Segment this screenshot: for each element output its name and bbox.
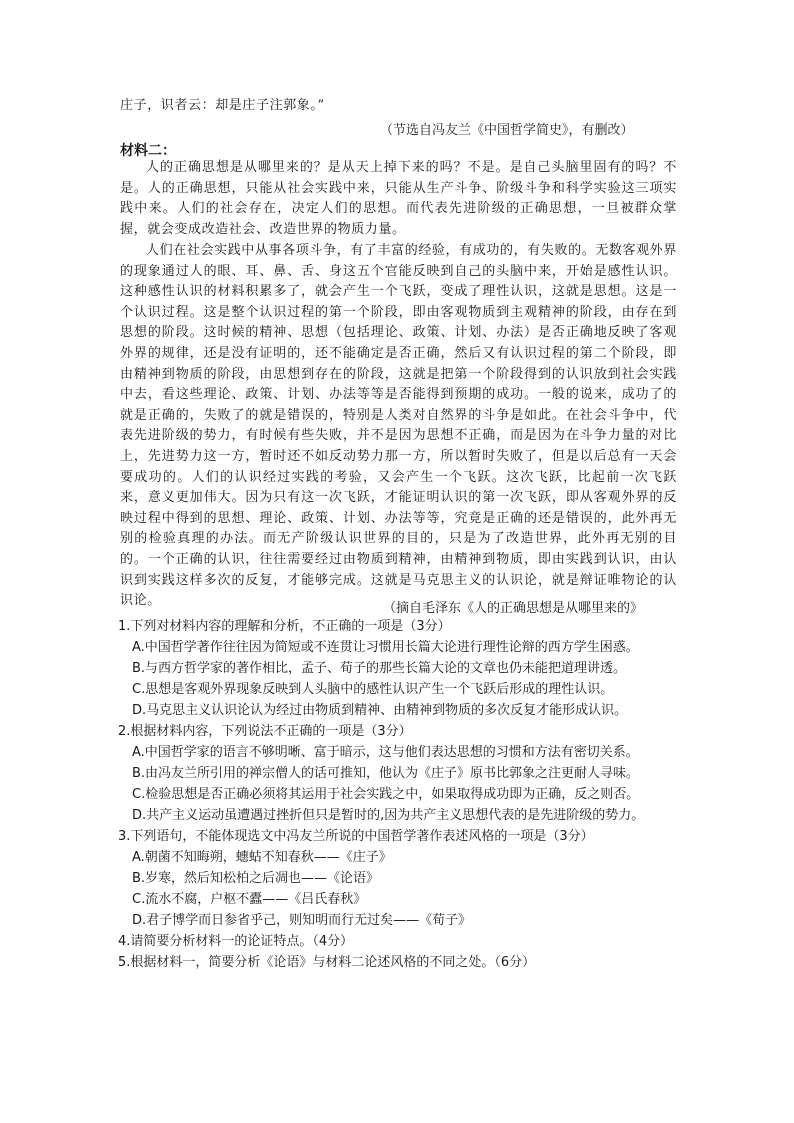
question-3-option-c: C.流水不腐，户枢不蠹——《吕氏春秋》 bbox=[132, 892, 367, 907]
question-2-option-c: C.检验思想是否正确必须将其运用于社会实践之中，如果取得成功即为正确，反之则否。 bbox=[132, 787, 640, 802]
question-3-option-a: A.朝菌不知晦朔，蟪蛄不知春秋——《庄子》 bbox=[132, 850, 392, 865]
material2-heading: 材料二： bbox=[120, 143, 176, 159]
question-1-option-a: A.中国哲学著作往往因为简短或不连贯让习惯用长篇大论进行理性论辩的西方学生困惑。 bbox=[132, 640, 639, 655]
question-3-option-b: B.岁寒，然后知松柏之后凋也——《论语》 bbox=[132, 871, 380, 886]
question-3-option-d: D.君子博学而日参省乎己，则知明而行无过矣——《荀子》 bbox=[132, 913, 472, 928]
question-3-stem: 3.下列语句，不能体现选文中冯友兰所说的中国哲学著作表述风格的一项是（3分） bbox=[118, 829, 594, 844]
material2-source: （摘自毛泽东《人的正确思想是从哪里来的》 bbox=[383, 601, 644, 616]
material2-paragraph-1: 人的正确思想是从哪里来的？是从天上掉下来的吗？不是。是自己头脑里固有的吗？不是。人的正确思想，只能从社会实践中来，只能从生产斗争、阶级斗争和科学实验这三项实践中来。人们的社会存在，决定人们的思想。而代表先进阶级的正确思想，一旦被群众掌握，就会变成改造社会、改造世界的物质力量。 bbox=[120, 160, 677, 237]
question-5-stem: 5.根据材料一，简要分析《论语》与材料二论述风格的不同之处。（6分） bbox=[118, 955, 536, 970]
material2-paragraph-2: 人们在社会实践中从事各项斗争，有了丰富的经验，有成功的，有失败的。无数客观外界的现象通过人的眼、耳、鼻、舌、身这五个官能反映到自己的头脑中来，开始是感性认识。这种感性认识的材料积累多了，就会产生一个飞跃，变成了理性认识，这就是思想。这是一个认识过程。这是整个认识过程的第一个阶段，即由客观物质到主观精神的阶段，由存在到思想的阶段。这时候的精神、思想（包括理论、政策、计划、办法）是否正确地反映了客观外界的规律，还是没有证明的，还不能确定是否正确，然后又有认识过程的第二个阶段，即由精神到物质的阶段，由思想到存在的阶段，这就是把第一个阶段得到的认识放到社会实践中去，看这些理论、政策、计划、办法等等是否能得到预期的成功。一般的说来，成功了的就是正确的，失败了的就是错误的，特别是人类对自然界的斗争是如此。在社会斗争中，代表先进阶级的势力，有时候有些失败，并不是因为思想不正确，而是因为在斗争力量的对比上，先进势力这一方，暂时还不如反动势力那一方，所以暂时失败了，但是以后总有一天会要成功的。人们的认识经过实践的考验，又会产生一个飞跃。这次飞跃，比起前一次飞跃来，意义更加伟大。因为只有这一次飞跃，才能证明认识的第一次飞跃，即从客观外界的反映过程中得到的思想、理论、政策、计划、办法等等，究竟是正确的还是错误的，此外再无别的检验真理的办法。而无产阶级认识世界的目的，只是为了改造世界，此外再无别的目的。一个正确的认识，往往需要经过由物质到精神，由精神到物质，即由实践到认识，由认识到实践这样多次的反复，才能够完成。这就是马克思主义的认识论，就是辩证唯物论的认识论。 bbox=[120, 243, 677, 609]
question-2-stem: 2.根据材料内容，下列说法不正确的一项是（3分） bbox=[118, 724, 412, 739]
question-1-option-d: D.马克思主义认识论认为经过由物质到精神、由精神到物质的多次反复才能形成认识。 bbox=[132, 703, 628, 718]
question-1-option-c: C.思想是客观外界现象反映到人头脑中的感性认识产生一个飞跃后形成的理性认识。 bbox=[132, 682, 614, 697]
material1-tail: 庄子，识者云：却是庄子注郭象。” bbox=[120, 98, 325, 113]
question-2-option-d: D.共产主义运动虽遭遇过挫折但只是暂时的,因为共产主义思想代表的是先进阶级的势力。 bbox=[132, 808, 645, 823]
question-4-stem: 4.请简要分析材料一的论证特点。（4分） bbox=[118, 934, 354, 949]
question-1-stem: 1.下列对材料内容的理解和分析，不正确的一项是（3分） bbox=[118, 619, 451, 634]
question-1-option-b: B.与西方哲学家的著作相比，孟子、荀子的那些长篇大论的文章也仍未能把道理讲透。 bbox=[132, 661, 627, 676]
material1-source: （节选自冯友兰《中国哲学简史》，有删改） bbox=[380, 123, 634, 138]
question-2-option-b: B.由冯友兰所引用的禅宗僧人的话可推知，他认为《庄子》原书比郭象之注更耐人寻味。 bbox=[132, 766, 640, 781]
question-2-option-a: A.中国哲学家的语言不够明晰、富于暗示，这与他们表达思想的习惯和方法有密切关系。 bbox=[132, 745, 639, 760]
